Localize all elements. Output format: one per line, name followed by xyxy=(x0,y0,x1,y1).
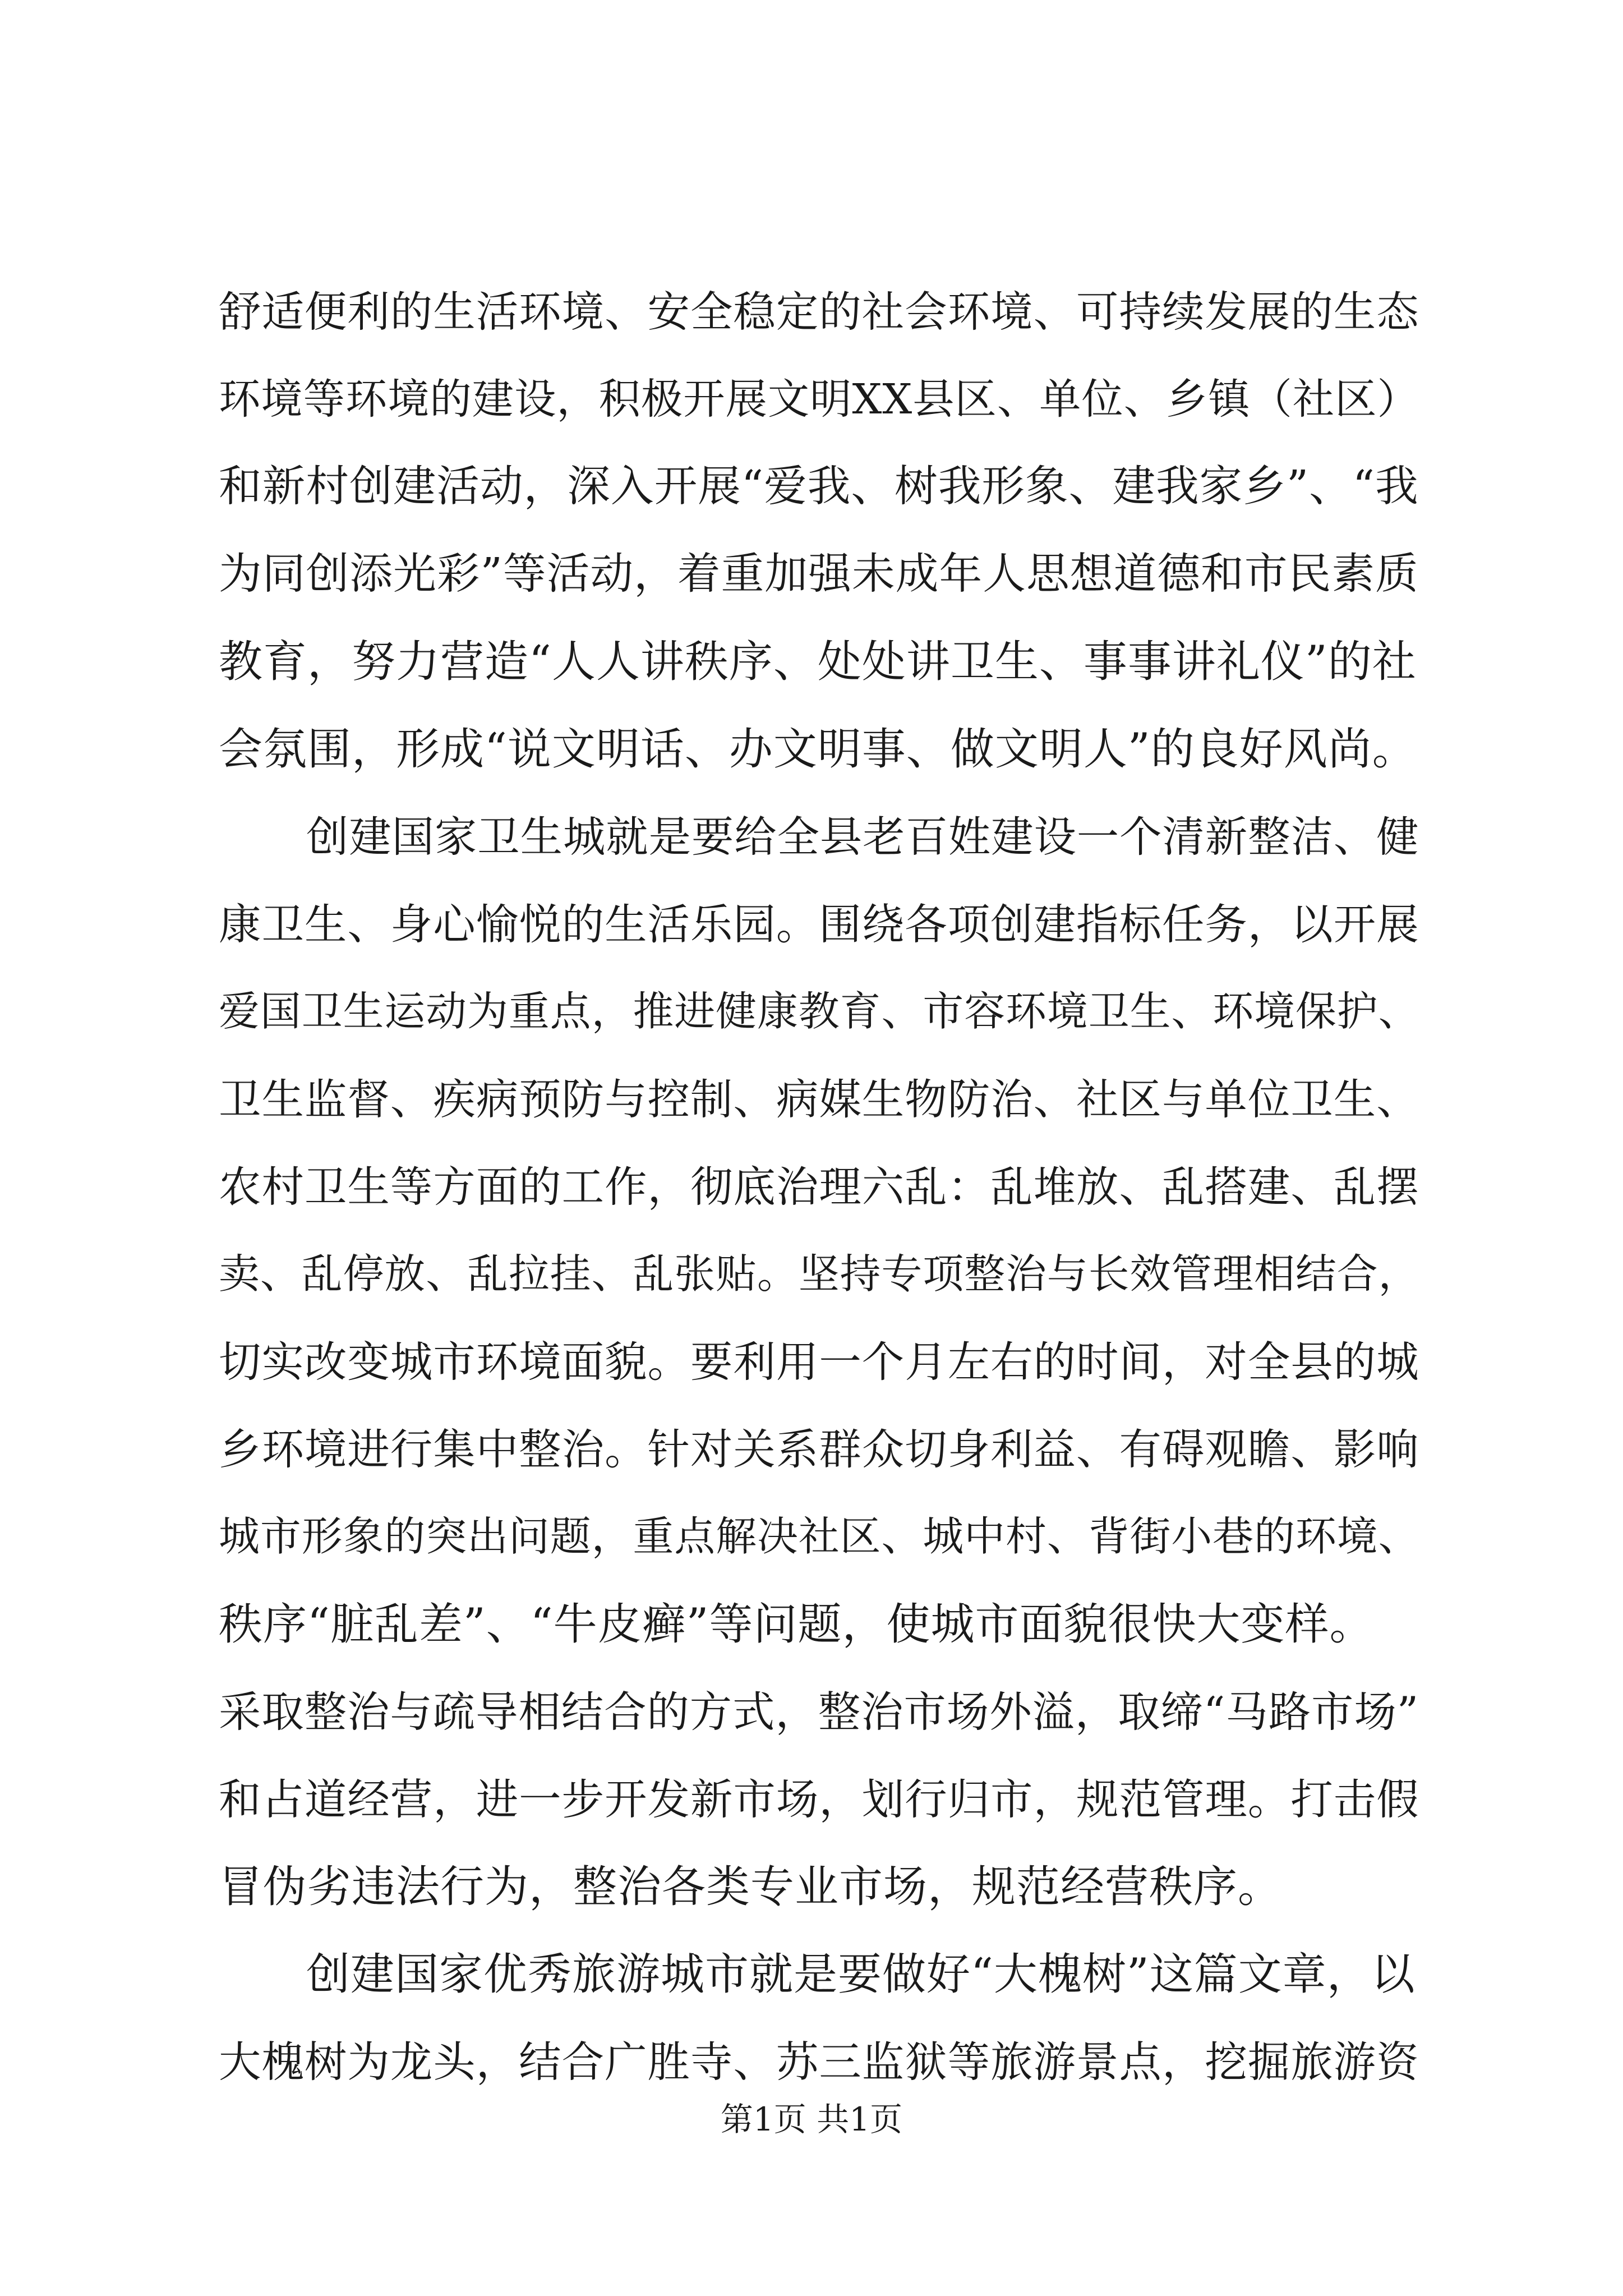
text-line: 卖、乱停放、乱拉挂、乱张贴。坚持专项整治与长效管理相结合， xyxy=(219,1250,1420,1298)
text-line: 大槐树为龙头，结合广胜寺、苏三监狱等旅游景点，挖掘旅游资 xyxy=(219,2037,1419,2087)
text-line: 教育，努力营造“人人讲秩序、处处讲卫生、事事讲礼仪”的社 xyxy=(219,637,1417,687)
text-line: 城市形象的突出问题，重点解决社区、城中村、背街小巷的环境、 xyxy=(219,1513,1420,1561)
text-line: 会氛围，形成“说文明话、办文明事、做文明人”的良好风尚。 xyxy=(219,724,1417,775)
text-line: 切实改变城市环境面貌。要利用一个月左右的时间，对全县的城 xyxy=(219,1337,1419,1387)
text-line: 创建国家优秀旅游城市就是要做好“大槐树”这篇文章，以 xyxy=(306,1949,1415,2000)
text-line: 乡环境进行集中整治。针对关系群众切身利益、有碍观瞻、影响 xyxy=(219,1425,1419,1474)
text-line: 环境等环境的建设，积极开展文明XX县区、单位、乡镇（社区） xyxy=(219,375,1419,424)
text-line: 为同创添光彩”等活动，着重加强未成年人思想道德和市民素质 xyxy=(219,549,1419,599)
text-line: 创建国家卫生城就是要给全县老百姓建设一个清新整洁、健 xyxy=(306,812,1419,862)
text-line: 农村卫生等方面的工作，彻底治理六乱：乱堆放、乱搭建、乱摆 xyxy=(219,1162,1419,1212)
document-body xyxy=(219,268,1419,2106)
paragraph-2 xyxy=(219,793,1419,1931)
text-line: 和占道经营，进一步开发新市场，划行归市，规范管理。打击假 xyxy=(219,1775,1419,1824)
text-line: 舒适便利的生活环境、安全稳定的社会环境、可持续发展的生态 xyxy=(219,287,1419,337)
text-line: 秩序“脏乱差”、“牛皮癣”等问题，使城市面貌很快大变样。 xyxy=(219,1599,1374,1650)
text-line: 采取整治与疏导相结合的方式，整治市场外溢，取缔“马路市场” xyxy=(219,1687,1419,1737)
paragraph-3 xyxy=(219,1931,1419,2106)
text-line: 冒伪劣违法行为，整治各类专业市场，规范经营秩序。 xyxy=(219,1862,1283,1912)
text-line: 康卫生、身心愉悦的生活乐园。围绕各项创建指标任务，以开展 xyxy=(219,900,1419,949)
paragraph-1 xyxy=(219,268,1419,793)
text-line: 卫生监督、疾病预防与控制、病媒生物防治、社区与单位卫生、 xyxy=(219,1075,1419,1124)
page-footer: 第1页 共1页 xyxy=(720,2100,903,2138)
text-line: 爱国卫生运动为重点，推进健康教育、市容环境卫生、环境保护、 xyxy=(219,988,1420,1036)
text-line: 和新村创建活动，深入开展“爱我、树我形象、建我家乡”、“我 xyxy=(219,462,1419,512)
